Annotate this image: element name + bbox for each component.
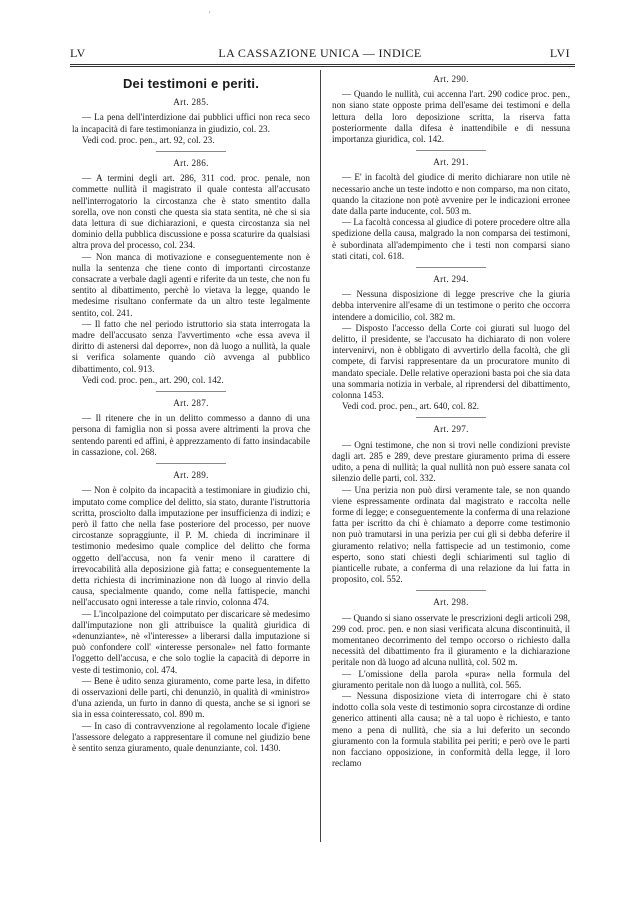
section-divider — [416, 417, 486, 418]
article-paragraph: — L'incolpazione del coimputato per discaricare sè medesimo dall'imputazione non gli attribuisce la qualità giuridica di «denunziante», nè «l'interesse» a liberarsi dalla imputazione si può confondere coll' «interesse personale» nel fatto formante l'oggetto dell'accusa, e che solo toglie la capacità di deporre in veste di testimonio, col. 474. — [72, 608, 310, 675]
article-paragraph: — In caso di contravvenzione al regolamento locale d'igiene l'assessore delegato a rappresentare il comune nel giudizio bene è sentito senza giuramento, quale denunziante, col. 1430. — [72, 720, 310, 753]
article-paragraph: — Quando le nullità, cui accenna l'art. 290 codice proc. pen., non siano state opposte prima dell'esame dei testimoni e della lettura della loro deposizione scritta, la riserva fatta posteriormente dalla difesa è inattendibile e di nessuna importanza giuridica, col. 142. — [332, 89, 570, 145]
column-divider — [320, 70, 321, 842]
article-heading: Art. 291. — [433, 157, 469, 168]
section-divider — [156, 391, 226, 392]
article-paragraph: — Il fatto che nel periodo istruttorio sia stata interrogata la madre dell'accusato senza l'avvertimento «che essa aveva il diritto di astenersi dal deporre», non dà luogo a nullità, la quale si verifica solamente quando ciò avvenga al pubblico dibattimento, col. 913. — [72, 318, 310, 374]
header-rule — [70, 64, 575, 65]
article-paragraph: — Non è colpito da incapacità a testimoniare in giudizio chi, imputato come complice del delitto, sia stato, durante l'istruttoria scritta, prosciolto dalla imputazione per insufficienza di indizi; e però il fatto che nella fase posteriore del processo, per nuove circostanze sopraggiunte, il P. M. chieda di incriminare il testimonio medesimo quale complice del delitto che forma oggetto dell'accusa, non fa venir meno il carattere di irrevocabilità alla deposizione già fatta; e conseguentemente la detta richiesta di incriminazione non dà luogo al rinvio della causa, specialmente quando, come nella fattispecie, manchi nell'accusato ogni interesse a tale rinvio, colonna 474. — [72, 485, 310, 608]
running-title: LA CASSAZIONE UNICA — INDICE — [218, 46, 422, 60]
article-section — [332, 417, 570, 585]
section-divider — [156, 463, 226, 464]
article-heading: Art. 297. — [433, 424, 469, 435]
article-paragraph: — Nessuna disposizione vieta di interrogare chi è stato indotto colla sola veste di testimonio sopra circostanze di ordine generico attinenti alla causa; nè a tal uopo è richiesto, e tanto meno a pena di nullità, che sia a lui deferito un secondo giuramento con la formula stabilita pei periti; e però ove le parti non facciano opposizione, in conformità della legge, il loro reclamo — [332, 690, 570, 769]
article-paragraph: — Non manca di motivazione e conseguentemente non è nulla la sentenza che tiene conto di importanti circostanze consacrate a verbale dagli agenti e riferite da un teste, che non fu sentito al dibattimento, perchè lo vietava la legge, quando le medesime risultano confermate da un altro teste legalmente sentito, col. 241. — [72, 251, 310, 318]
article-section — [332, 590, 570, 769]
article-paragraph: — Il ritenere che in un delitto commesso a danno di una persona di famiglia non si possa avere altrimenti la prova che sentendo parenti ed affini, è apprezzamento di fatto insindacabile in cassazione, col. 268. — [72, 413, 310, 457]
article-paragraph: — La facoltà concessa al giudice di potere procedere oltre alla spedizione della causa, malgrado la non comparsa dei testimoni, è subordinata all'adempimento che i testi non comparsi siano stati citati, col. 618. — [332, 217, 571, 261]
article-paragraph: Vedi cod. proc. pen., art. 290, col. 142. — [82, 374, 224, 385]
article-paragraph: — Una perizia non può dirsi veramente tale, se non quando viene espressamente ordinata dal magistrato e raccolta nelle forme di legge; e conseguentemente la conferma di una relazione fatta per iscritto da chi è chiamato a deporre come testimonio non può tramutarsi in una perizia per cui gli si debba deferire il giuramento relativo; nella fattispecie ad un testimonio, come esperto, sono stati chiesti degli schiarimenti sul taglio di pianticelle rubate, a conferma di una relazione da lui fatta in proposito, col. 552. — [332, 484, 570, 585]
article-heading: Art. 290. — [433, 74, 469, 84]
section-title: Dei testimoni e periti. — [122, 76, 260, 91]
article-heading: Art. 289. — [173, 470, 209, 481]
article-heading: Art. 286. — [173, 158, 209, 169]
article-section — [332, 267, 570, 412]
article-paragraph: — Nessuna disposizione di legge prescrive che la giuria debba intervenire all'esame di un testimone o perito che occorra intendere a domicilio, col. 382 m. — [332, 289, 570, 322]
article-paragraph: — A termini degli art. 286, 311 cod. proc. penale, non commette nullità il magistrato il quale contesta all'accusato nell'interrogatorio la circostanza che è stato smentito dalla sorella, ove non consti che questa sia stata sentita, nè che si sia data lettura di sue dichiarazioni, e questa circostanza sia nel dominio della pubblica discussione e possa scaturire da qualsiasi altra prova del processo, col. 234. — [72, 173, 310, 251]
right-column — [332, 68, 570, 771]
article-paragraph: — E' in facoltà del giudice di merito dichiarare non utile nè necessario anche un teste indotto e non comparso, ma non citato, quando la citazione non potè avvenire per le indicazioni erronee date dalla parte inducente, col. 503 m. — [332, 172, 570, 217]
article-paragraph: — Disposto l'accesso della Corte coi giurati sul luogo del delitto, il presidente, se l'accusato ha dichiarato di non volere intervenirvi, non è obbligato di avvertirlo della facoltà, che gli compete, di farvisi rappresentare da un procuratore munito di mandato speciale. Delle relative operazioni basta poi che sia data una sommaria notizia in verbale, al riprendersi del dibattimento, colonna 1453. — [332, 322, 570, 401]
article-paragraph: Vedi cod. proc. pen., art. 640, col. 82. — [342, 401, 480, 412]
article-paragraph: — L'omissione della parola «pura» nella formula del giuramento peritale non dà luogo a nullità, col. 565. — [332, 668, 570, 690]
article-section — [332, 74, 570, 145]
article-section — [332, 150, 570, 262]
article-heading: Art. 294. — [433, 274, 469, 285]
left-column — [72, 68, 310, 756]
article-heading: Art. 298. — [433, 597, 469, 608]
article-paragraph: — Quando si siano osservate le prescrizioni degli articoli 298, 299 cod. proc. pen. e non siasi verificata alcuna discontinuità, il momentaneo decorrimento del tempo occorso o richiesto dalla necessità del dibattimento fra il giuramento e la dichiarazione peritale non dà luogo ad alcuna nullità, col. 502 m. — [332, 612, 570, 668]
article-section — [72, 151, 310, 386]
article-section — [72, 97, 310, 146]
article-paragraph: — La pena dell'interdizione dai pubblici uffici non reca seco la incapacità di fare testimonianza in giudizio, col. 23. — [72, 112, 310, 134]
section-divider — [416, 150, 486, 151]
article-paragraph: — Bene è udito senza giuramento, come parte lesa, in difetto di osservazioni delle parti, chi denunziò, in qualità di «ministro» d'una azienda, un furto in danno di questa, anche se si ignori se sia in essa cointeressato, col. 890 m. — [72, 675, 310, 720]
article-section — [72, 463, 310, 754]
article-heading: Art. 285. — [173, 97, 209, 108]
article-paragraph: — Ogni testimone, che non si trovi nelle condizioni previste dagli art. 285 e 289, deve prestare giuramento prima di essere udito, a pena di nullità; la qual nullità non può essere sanata col silenzio delle parti, col. 332. — [332, 439, 570, 484]
section-divider — [156, 151, 226, 152]
margin-mark: ' — [209, 10, 211, 19]
header-rule-2 — [70, 66, 575, 67]
article-section — [72, 391, 310, 458]
section-divider — [416, 590, 486, 591]
page-header — [70, 46, 570, 62]
section-divider — [416, 267, 486, 268]
article-paragraph: Vedi cod. proc. pen., art. 92, col. 23. — [82, 134, 215, 145]
page-number-left: LV — [70, 46, 86, 60]
article-heading: Art. 287. — [173, 398, 209, 409]
page-number-right: LVI — [549, 46, 570, 60]
